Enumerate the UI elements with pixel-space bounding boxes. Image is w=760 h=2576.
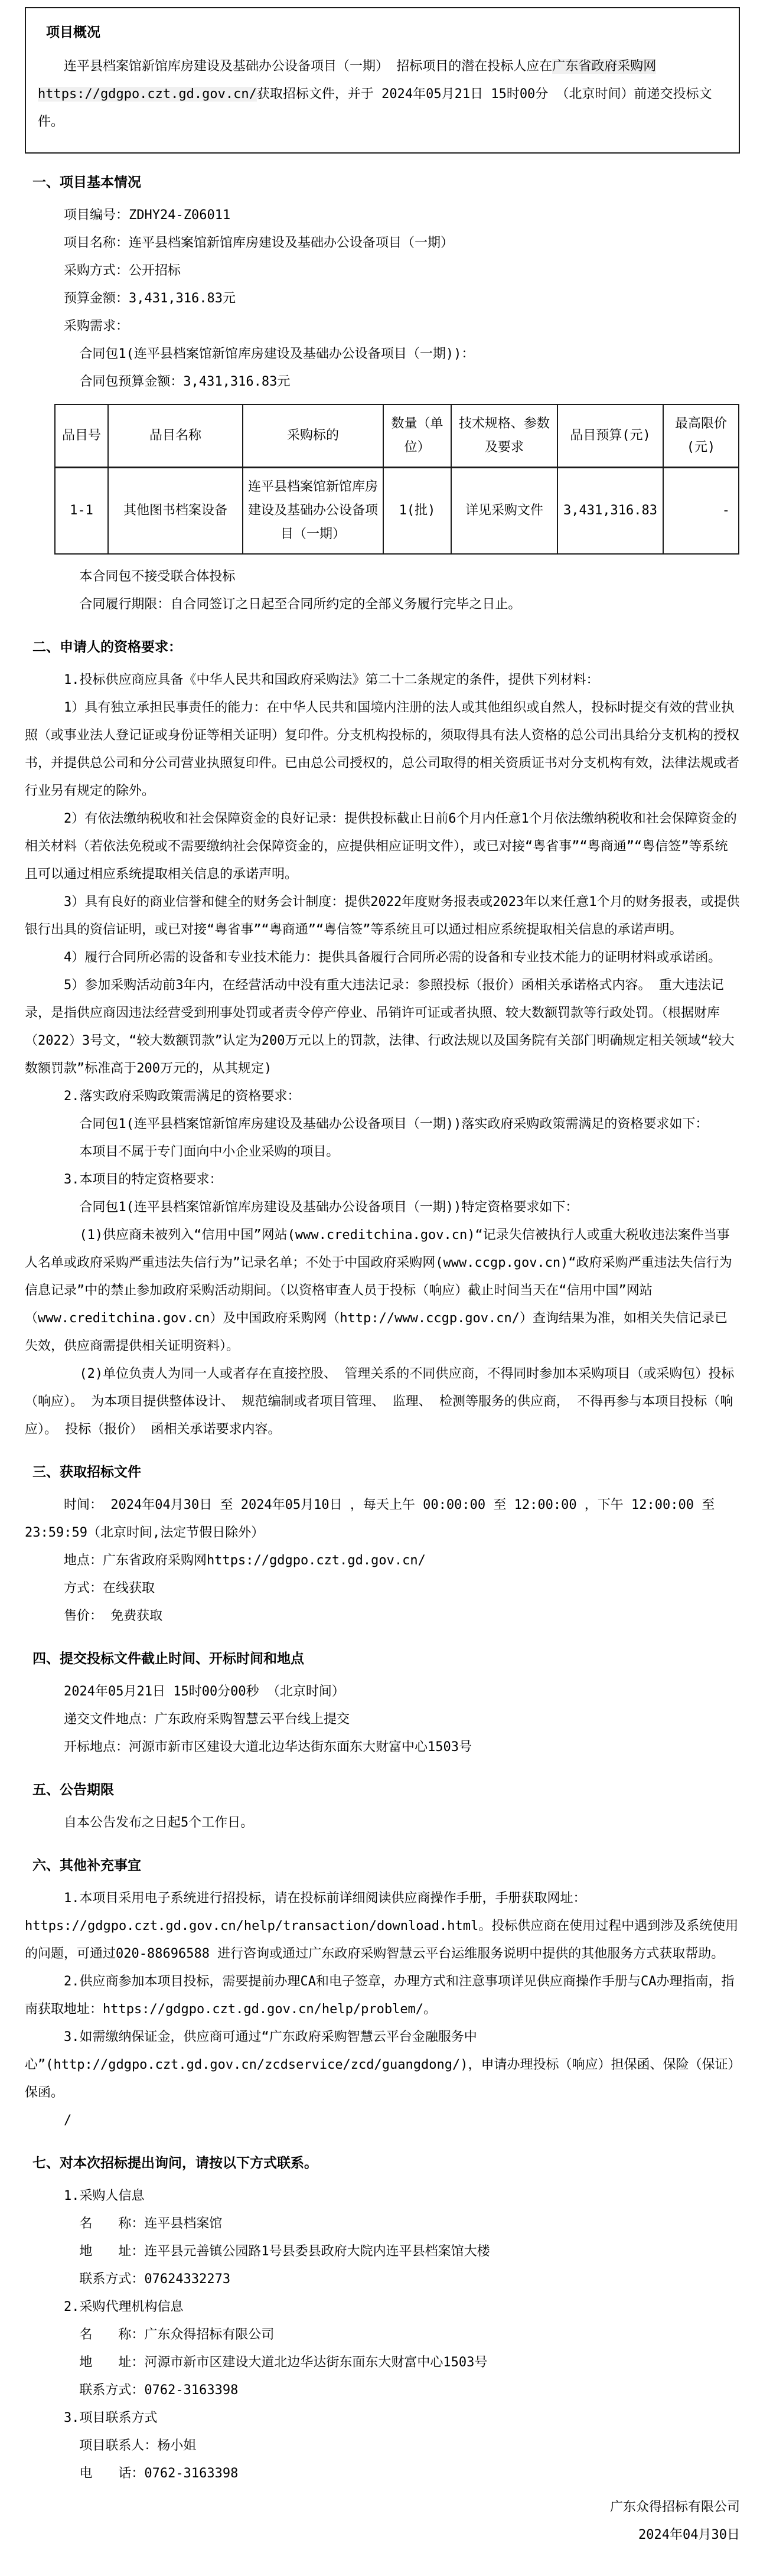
field-procurement-method: 采购方式：公开招标 [64, 263, 181, 278]
col-item-no: 品目号 [55, 405, 108, 468]
bid-deadline: 2024年05月21日 15时00分00秒 （北京时间） [64, 1684, 345, 1699]
section-3-heading: 三、获取招标文件 [32, 1465, 141, 1480]
buyer-contact: 联系方式：07624332273 [79, 2272, 231, 2287]
section-7-heading: 七、对本次招标提出询问，请按以下方式联系。 [32, 2156, 318, 2171]
section-4-heading: 四、提交投标文件截止时间、开标时间和地点 [32, 1651, 304, 1667]
cell-max-price: - [663, 468, 739, 555]
cell-item-name: 其他图书档案设备 [108, 468, 243, 555]
cell-procurement-target: 连平县档案馆新馆库房建设及基础办公设备项目（一期） [243, 468, 383, 555]
doc-obtain-place: 地点：广东省政府采购网https://gdgpo.czt.gd.gov.cn/ [64, 1553, 426, 1568]
section-6-heading: 六、其他补充事宜 [32, 1858, 141, 1873]
qualification-para: 1.投标供应商应具备《中华人民共和国政府采购法》第二十二条规定的条件，提供下列材料： [64, 673, 599, 687]
qualification-para: 4）履行合同所必需的设备和专业技术能力：提供具备履行合同所必需的设备和专业技术能力的证明材料或承诺函。 [64, 950, 722, 965]
field-package-line: 合同包1(连平县档案馆新馆库房建设及基础办公设备项目（一期))： [79, 347, 475, 361]
note-contract-duration: 合同履行期限：自合同签订之日起至合同所约定的全部义务履行完毕之日止。 [79, 597, 521, 612]
col-item-name: 品目名称 [108, 405, 243, 468]
agent-name: 名 称：广东众得招标有限公司 [79, 2327, 275, 2342]
col-max-price: 最高限价(元) [663, 405, 739, 468]
signature-block [25, 2493, 740, 2549]
doc-obtain-price: 售价： 免费获取 [64, 1609, 163, 1623]
supplement-para: 1.本项目采用电子系统进行招投标，请在投标前详细阅读供应商操作手册，手册获取网址：https://gdgpo.czt.gd.gov.cn/help/transaction/download.html。投标供应商在使用过程中遇到涉及系统使用的问题，可通过020-88696588 进行咨询或通过广东政府采购智慧云平台运维服务说明中提供的其他服务方式获取帮助。 [25, 1891, 739, 1961]
overview-intro-suffix: 获取招标文件，并于 2024年05月21日 15时00分 （北京时间）前递交投标文件。 [38, 87, 712, 129]
col-tech-spec: 技术规格、参数及要求 [451, 405, 557, 468]
qualification-para: 合同包1(连平县档案馆新馆库房建设及基础办公设备项目（一期))特定资格要求如下： [79, 1200, 579, 1215]
field-package-budget: 合同包预算金额：3,431,316.83元 [79, 374, 291, 389]
buyer-info-title: 1.采购人信息 [64, 2189, 145, 2203]
qualification-para: (1)供应商未被列入“信用中国”网站(www.creditchina.gov.cn)“记录失信被执行人或重大税收违法案件当事人名单或政府采购严重违法失信行为”记录名单；不处于中国政府采购网(www.ccgp.gov.cn)“政府采购严重违法失信行为信息记录”中的禁止参加政府采购活动期间。（以资格审查人员于投标（响应）截止时间当天在“信用中国”网站（www.creditchina.gov.cn）及中国政府采购网（http://www.ccgp.gov.cn/）查询结果为准，如相关失信记录已失效，供应商需提供相关证明资料）。 [25, 1228, 732, 1354]
field-project-name: 项目名称：连平县档案馆新馆库房建设及基础办公设备项目（一期） [64, 236, 454, 250]
col-procurement-target: 采购标的 [243, 405, 383, 468]
agent-address: 地 址：河源市新市区建设大道北边华达街东面东大财富中心1503号 [79, 2355, 488, 2370]
supplement-para: / [64, 2113, 72, 2128]
qualification-para: 本项目不属于专门面向中小企业采购的项目。 [79, 1144, 340, 1159]
bid-open-place: 开标地点：河源市新市区建设大道北边华达街东面东大财富中心1503号 [64, 1740, 472, 1755]
items-table [54, 404, 739, 555]
qualification-para: 合同包1(连平县档案馆新馆库房建设及基础办公设备项目（一期))落实政府采购政策需满足的资格要求如下： [79, 1117, 709, 1132]
project-overview-box [25, 7, 740, 154]
bid-submit-place: 递交文件地点：广东政府采购智慧云平台线上提交 [64, 1712, 350, 1727]
procurement-site-url: 广东省政府采购网https://gdgpo.czt.gd.gov.cn/ [38, 59, 657, 102]
qualification-para: 5）参加采购活动前3年内，在经营活动中没有重大违法记录：参照投标（报价）函相关承诺格式内容。 重大违法记录，是指供应商因违法经营受到刑事处罚或者责令停产停业、吊销许可证或者执照、较大数额罚款等行政处罚。（根据财库（2022）3号文，“较大数额罚款”认定为200万元以上的罚款，法律、行政法规以及国务院有关部门明确规定相关领域“较大数额罚款”标准高于200万元的，从其规定) [25, 978, 735, 1076]
cell-quantity: 1(批) [383, 468, 451, 555]
cell-item-no: 1-1 [55, 468, 108, 555]
field-project-no: 项目编号：ZDHY24-Z06011 [64, 208, 231, 223]
cell-tech-spec: 详见采购文件 [451, 468, 557, 555]
signature-company: 广东众得招标有限公司 [609, 2500, 740, 2515]
qualification-para: 2.落实政府采购政策需满足的资格要求： [64, 1089, 301, 1104]
signature-date: 2024年04月30日 [638, 2528, 740, 2542]
project-contact-phone: 电 话：0762-3163398 [79, 2466, 239, 2481]
cell-item-budget: 3,431,316.83 [557, 468, 663, 555]
agent-contact: 联系方式：0762-3163398 [79, 2383, 239, 2398]
field-budget: 预算金额：3,431,316.83元 [64, 291, 236, 306]
qualification-para: 2）有依法缴纳税收和社会保障资金的良好记录：提供投标截止日前6个月内任意1个月依法缴纳税收和社会保障资金的相关材料（若依法免税或不需要缴纳社会保障资金的，应提供相应证明文件），或已对接“粤省事”“粤商通”“粤信签”等系统且可以通过相应系统提取相关信息的承诺声明。 [25, 811, 737, 882]
buyer-address: 地 址：连平县元善镇公园路1号县委县政府大院内连平县档案馆大楼 [79, 2244, 490, 2259]
overview-intro-prefix: 连平县档案馆新馆库房建设及基础办公设备项目（一期） 招标项目的潜在投标人应在 [64, 59, 553, 74]
doc-obtain-way: 方式：在线获取 [64, 1581, 155, 1596]
announcement-period: 自本公告发布之日起5个工作日。 [64, 1815, 254, 1830]
supplement-para: 3.如需缴纳保证金，供应商可通过“广东政府采购智慧云平台金融服务中心”(http://gdgpo.czt.gd.gov.cn/zcdservice/zcd/guangdong/)，申请办理投标（响应）担保函、保险（保证）保函。 [25, 2030, 735, 2100]
col-item-budget: 品目预算(元) [557, 405, 663, 468]
project-contact-title: 3.项目联系方式 [64, 2411, 158, 2425]
items-table-header-row [55, 405, 739, 468]
overview-title: 项目概况 [46, 25, 100, 40]
section-2-heading: 二、申请人的资格要求： [32, 640, 182, 655]
qualification-para: 3）具有良好的商业信誉和健全的财务会计制度：提供2022年度财务报表或2023年以来任意1个月的财务报表，或提供银行出具的资信证明，或已对接“粤省事”“粤商通”“粤信签”等系统且可以通过相应系统提取相关信息的承诺声明。 [25, 895, 740, 937]
col-quantity: 数量（单位） [383, 405, 451, 468]
supplement-para: 2.供应商参加本项目投标，需要提前办理CA和电子签章，办理方式和注意事项详见供应商操作手册与CA办理指南，指南获取地址：https://gdgpo.czt.gd.gov.cn/help/problem/。 [25, 1974, 735, 2017]
qualification-para: 1）具有独立承担民事责任的能力：在中华人民共和国境内注册的法人或其他组织或自然人，投标时提交有效的营业执照（或事业法人登记证或身份证等相关证明）复印件。分支机构投标的，须取得具有法人资格的总公司出具给分支机构的授权书，并提供总公司和分公司营业执照复印件。已由总公司授权的，总公司取得的相关资质证书对分支机构有效，法律法规或者行业另有规定的除外。 [25, 700, 740, 798]
field-demand-label: 采购需求： [64, 319, 129, 334]
agent-info-title: 2.采购代理机构信息 [64, 2300, 184, 2314]
overview-intro [38, 53, 727, 136]
project-contact-person: 项目联系人：杨小姐 [79, 2438, 197, 2453]
note-no-consortium: 本合同包不接受联合体投标 [79, 569, 236, 584]
buyer-name: 名 称：连平县档案馆 [79, 2216, 223, 2231]
qualification-para: 3.本项目的特定资格要求： [64, 1172, 223, 1187]
items-table-row [55, 468, 739, 555]
qualification-para: (2)单位负责人为同一人或者存在直接控股、 管理关系的不同供应商，不得同时参加本采购项目（或采购包）投标（响应）。 为本项目提供整体设计、 规范编制或者项目管理、 监理、 检测等服务的供应商， 不得再参与本项目投标（响应）。 投标（报价） 函相关承诺要求内容。 [25, 1367, 735, 1437]
section-5-heading: 五、公告期限 [32, 1782, 114, 1798]
section-1-heading: 一、项目基本情况 [32, 175, 141, 190]
doc-obtain-time: 时间： 2024年04月30日 至 2024年05月10日 ，每天上午 00:00:00 至 12:00:00 ，下午 12:00:00 至 23:59:59（北京时间,法定节假日除外） [25, 1498, 715, 1540]
